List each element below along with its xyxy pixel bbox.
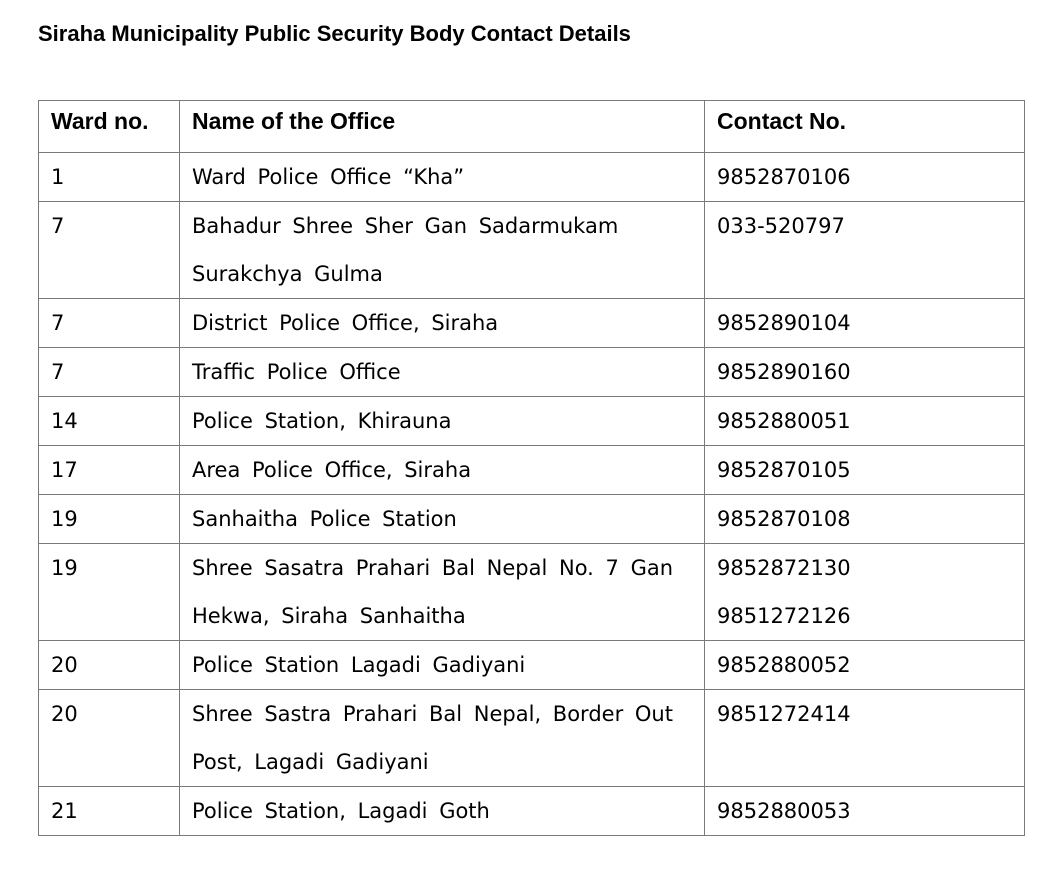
contact-cell [705, 690, 1025, 787]
table-row [39, 641, 1025, 690]
contact-cell [705, 348, 1025, 397]
office-cell: Police Station, Lagadi Goth [180, 787, 705, 836]
table-row [39, 299, 1025, 348]
phone-number: 9852870106 [717, 165, 851, 189]
office-cell: Shree Sastra Prahari Bal Nepal, Border Out Post, Lagadi Gadiyani [180, 690, 705, 787]
phone-number: 9851272126 [717, 604, 851, 628]
contact-cell [705, 544, 1025, 641]
office-cell: Ward Police Office “Kha” [180, 153, 705, 202]
table-row [39, 397, 1025, 446]
ward-cell: 7 [39, 299, 180, 348]
phone-number: 9852880051 [717, 409, 851, 433]
column-header-office: Name of the Office [180, 101, 705, 153]
ward-cell: 20 [39, 641, 180, 690]
table-row [39, 446, 1025, 495]
phone-number: 9852890104 [717, 311, 851, 335]
contact-cell [705, 153, 1025, 202]
office-cell: Police Station Lagadi Gadiyani [180, 641, 705, 690]
ward-cell: 7 [39, 202, 180, 299]
office-cell: District Police Office, Siraha [180, 299, 705, 348]
phone-number: 9852880052 [717, 653, 851, 677]
contact-cell [705, 202, 1025, 299]
ward-cell: 19 [39, 544, 180, 641]
table-body [39, 153, 1025, 836]
ward-cell: 7 [39, 348, 180, 397]
office-cell: Police Station, Khirauna [180, 397, 705, 446]
contact-cell [705, 299, 1025, 348]
contact-cell [705, 397, 1025, 446]
table-header [39, 101, 1025, 153]
page-title: Siraha Municipality Public Security Body Contact Details [38, 21, 631, 46]
table-row [39, 787, 1025, 836]
contact-cell [705, 641, 1025, 690]
phone-number: 9852870108 [717, 507, 851, 531]
ward-cell: 21 [39, 787, 180, 836]
table-row [39, 202, 1025, 299]
contact-cell [705, 787, 1025, 836]
office-cell: Shree Sasatra Prahari Bal Nepal No. 7 Gan Hekwa, Siraha Sanhaitha [180, 544, 705, 641]
phone-number: 9852872130 [717, 556, 851, 580]
ward-cell: 17 [39, 446, 180, 495]
phone-number: 9852880053 [717, 799, 851, 823]
phone-number: 9852890160 [717, 360, 851, 384]
column-header-contact: Contact No. [705, 101, 1025, 153]
contact-cell [705, 446, 1025, 495]
ward-cell: 20 [39, 690, 180, 787]
column-header-ward: Ward no. [39, 101, 180, 153]
table-row [39, 153, 1025, 202]
phone-number: 9851272414 [717, 702, 851, 726]
contact-cell [705, 495, 1025, 544]
header-row [39, 101, 1025, 153]
table-row [39, 495, 1025, 544]
phone-number: 9852870105 [717, 458, 851, 482]
ward-cell: 14 [39, 397, 180, 446]
phone-number: 033-520797 [717, 214, 845, 238]
ward-cell: 19 [39, 495, 180, 544]
office-cell: Bahadur Shree Sher Gan Sadarmukam Surakchya Gulma [180, 202, 705, 299]
table-row [39, 544, 1025, 641]
table-row [39, 690, 1025, 787]
office-cell: Area Police Office, Siraha [180, 446, 705, 495]
table-row [39, 348, 1025, 397]
office-cell: Sanhaitha Police Station [180, 495, 705, 544]
ward-cell: 1 [39, 153, 180, 202]
contact-table [38, 100, 1025, 836]
office-cell: Traffic Police Office [180, 348, 705, 397]
